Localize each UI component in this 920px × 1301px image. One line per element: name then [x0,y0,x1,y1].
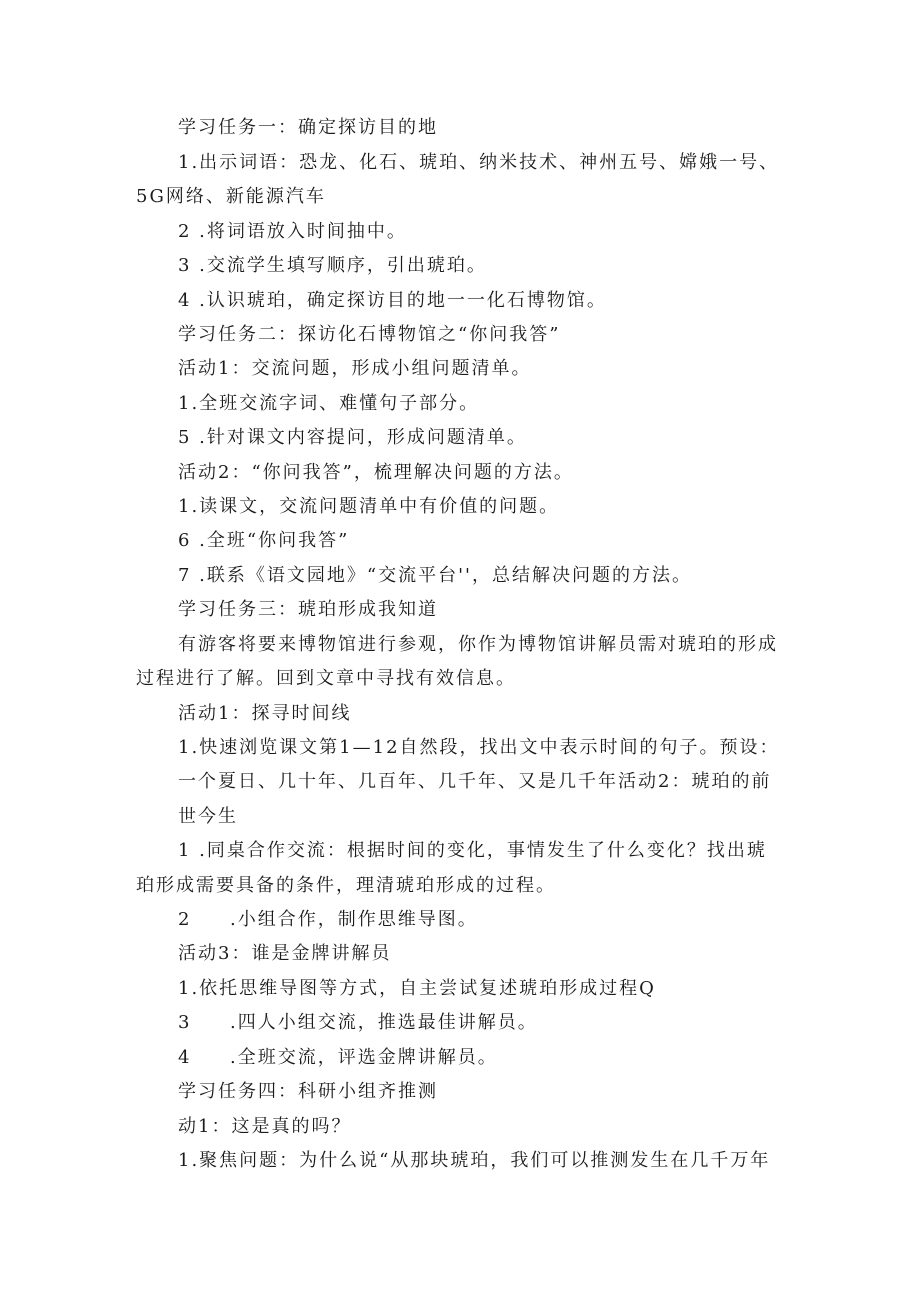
paragraph-line: 1.快速浏览课文第1—12自然段，找出文中表示时间的句子。预设： [178,737,780,758]
paragraph-line: 1.全班交流字词、难懂句子部分。 [178,393,480,414]
paragraph-line: 4 .认识琥珀，确定探访目的地一一化石博物馆。 [178,290,607,311]
task3-heading: 学习任务三：琥珀形成我知道 [178,599,438,620]
paragraph-line: 1.读课文，交流问题清单中有价值的问题。 [178,496,560,517]
task1-heading: 学习任务一：确定探访目的地 [178,117,438,138]
paragraph-line: 3 .四人小组交流，推选最佳讲解员。 [178,1012,538,1033]
activity-heading: 活动1：交流问题，形成小组问题清单。 [178,358,532,379]
paragraph-line: 7 .联系《语文园地》“交流平台''，总结解决问题的方法。 [178,565,692,586]
paragraph-line: 有游客将要来博物馆进行参观，你作为博物馆讲解员需对琥珀的形成 [178,634,778,655]
paragraph-line: 4 .全班交流，评选金牌讲解员。 [178,1047,498,1068]
paragraph-line: 3 .交流学生填写顺序，引出琥珀。 [178,255,487,276]
paragraph-line: 一个夏日、几十年、几百年、几千年、又是几千年活动2：琥珀的前 [178,771,772,792]
task2-heading: 学习任务二：探访化石博物馆之“你问我答” [178,324,561,345]
activity-heading: 活动1：探寻时间线 [178,703,352,724]
paragraph-line: 1 .同桌合作交流：根据时间的变化，事情发生了什么变化？找出琥 [178,840,767,861]
activity-heading: 动1：这是真的吗？ [178,1116,352,1137]
task4-heading: 学习任务四：科研小组齐推测 [178,1081,438,1102]
paragraph-line: 过程进行了解。回到文章中寻找有效信息。 [136,668,516,689]
paragraph-line: 1.依托思维导图等方式，自主尝试复述琥珀形成过程Q [178,978,656,999]
paragraph-line: 2 .将词语放入时间抽中。 [178,221,407,242]
paragraph-line: 世今生 [178,806,238,827]
activity-heading: 活动2：“你问我答”，梳理解决问题的方法。 [178,462,574,483]
paragraph-line: 1.聚焦问题：为什么说“从那块琥珀，我们可以推测发生在几千万年 [178,1150,771,1171]
paragraph-line: 5 .针对课文内容提问，形成问题清单。 [178,427,527,448]
paragraph-line: 1.出示词语：恐龙、化石、琥珀、纳米技术、神州五号、嫦娥一号、 [178,152,780,173]
activity-heading: 活动3：谁是金牌讲解员 [178,943,392,964]
paragraph-line: 6 .全班“你问我答” [178,530,350,551]
paragraph-line: 2 .小组合作，制作思维导图。 [178,909,478,930]
paragraph-line: 珀形成需要具备的条件，理清琥珀形成的过程。 [136,875,556,896]
paragraph-line: 5G网络、新能源汽车 [136,186,326,207]
